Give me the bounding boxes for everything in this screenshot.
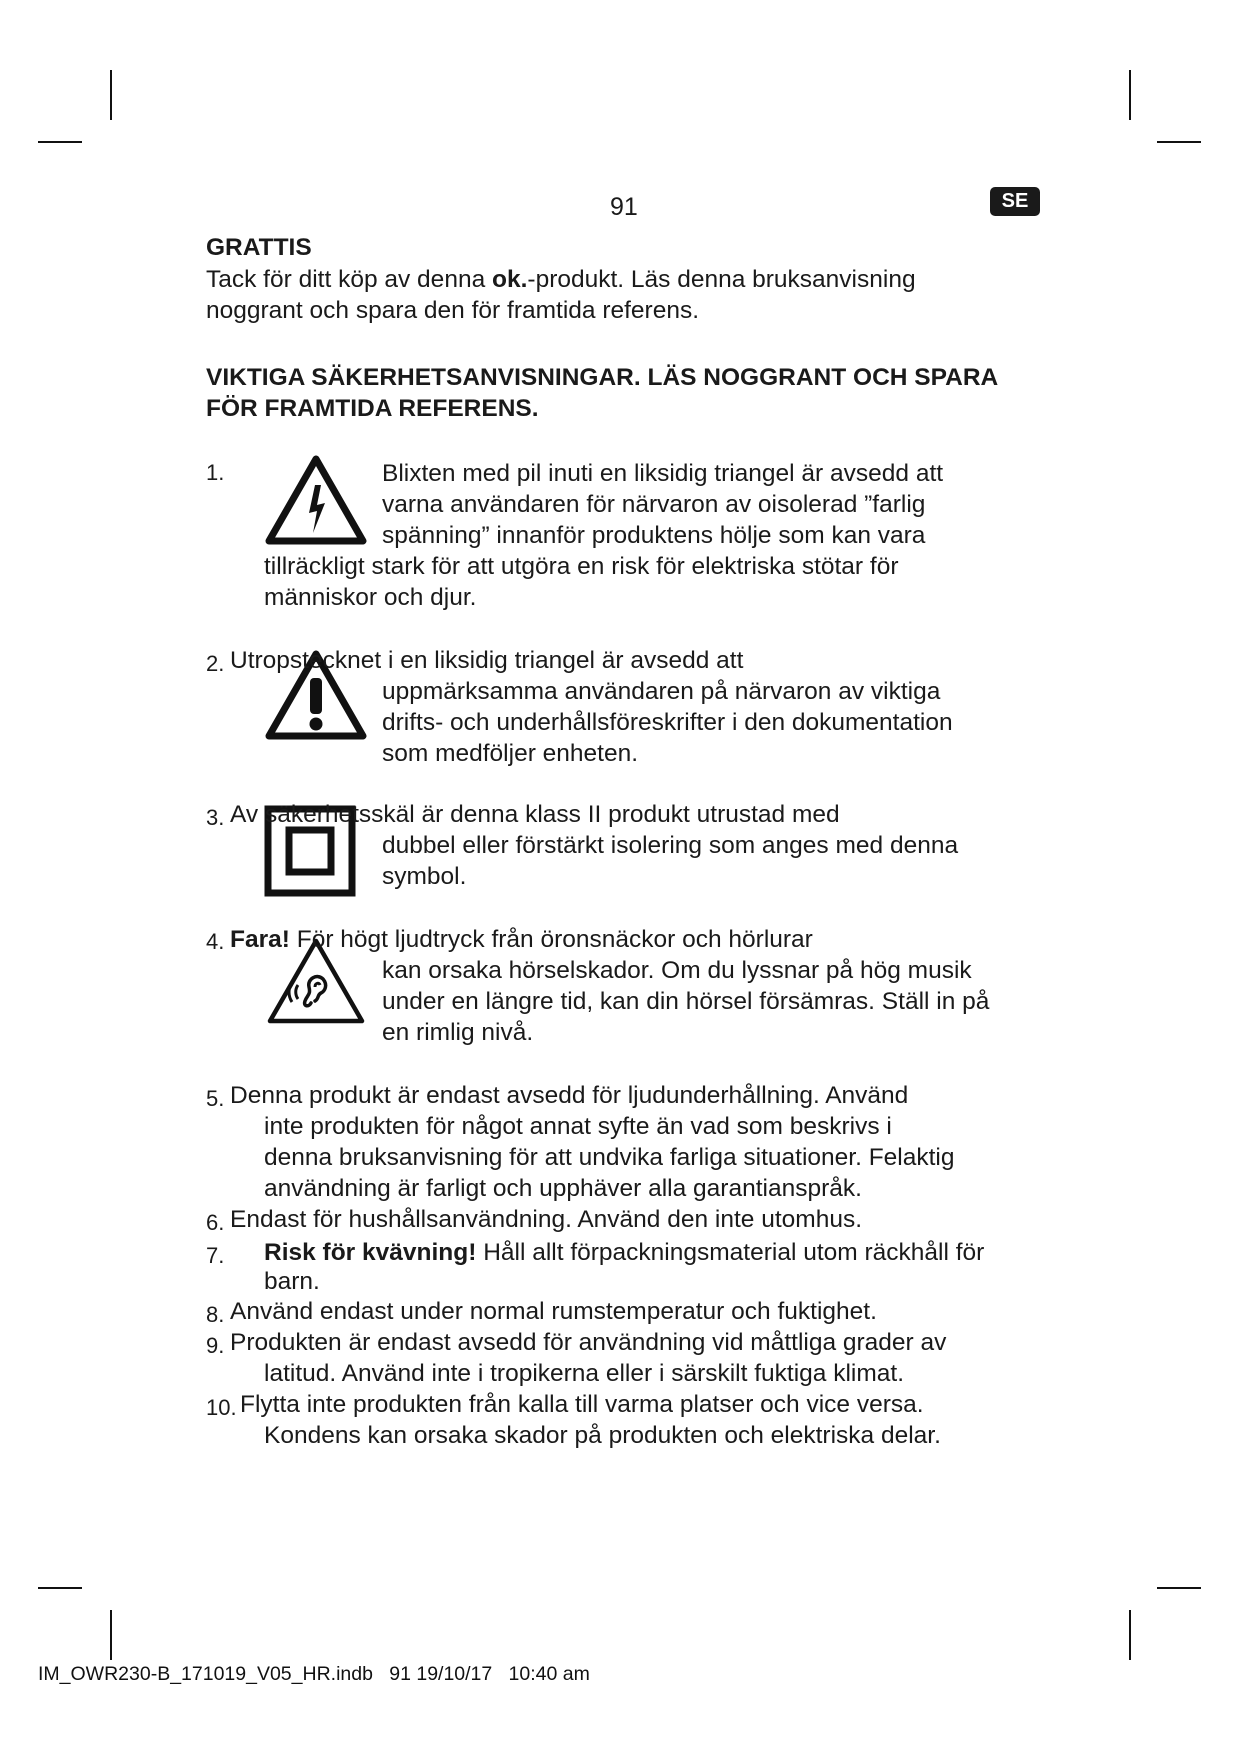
item-number: 8. (206, 1302, 225, 1327)
item-number: 6. (206, 1210, 225, 1235)
crop-mark (38, 1587, 82, 1589)
item-number: 2. (206, 651, 225, 676)
item-line: uppmärksamma användaren på närvaron av viktiga (382, 678, 941, 705)
crop-mark (1129, 1610, 1131, 1660)
item-line: Blixten med pil inuti en liksidig triangel är avsedd att (382, 460, 944, 487)
item-number: 7. (206, 1243, 225, 1268)
item-line: Denna produkt är endast avsedd för ljudunderhållning. Använd (230, 1082, 909, 1109)
item-line: inte produkten för något annat syfte än vad som beskrivs i (264, 1113, 892, 1140)
item-line: användning är farligt och upphäver alla garantianspråk. (264, 1175, 862, 1202)
crop-mark (1157, 1587, 1201, 1589)
lightning-warning-icon (265, 455, 367, 545)
item-number: 4. (206, 929, 225, 954)
crop-mark (110, 70, 112, 120)
intro-heading: GRATTIS (206, 234, 312, 261)
item-line: Flytta inte produkten från kalla till varma platser och vice versa. (240, 1391, 924, 1418)
item-line: Använd endast under normal rumstemperatur och fuktighet. (230, 1298, 877, 1325)
page-number: 91 (610, 193, 638, 221)
item-line: tillräckligt stark för att utgöra en risk för elektriska stötar för (264, 553, 899, 580)
item-number: 9. (206, 1333, 225, 1358)
item-line: latitud. Använd inte i tropikerna eller i särskilt fuktiga klimat. (264, 1360, 905, 1387)
safety-heading-line-1: VIKTIGA SÄKERHETSANVISNINGAR. LÄS NOGGRANT OCH SPARA (206, 364, 999, 391)
item-number: 10. (206, 1395, 237, 1420)
language-badge: SE (990, 187, 1040, 216)
item-line: Produkten är endast avsedd för användning vid måttliga grader av (230, 1329, 947, 1356)
item-line: Kondens kan orsaka skador på produkten och elektriska delar. (264, 1422, 941, 1449)
crop-mark (1129, 70, 1131, 120)
item-line: en rimlig nivå. (382, 1019, 534, 1046)
item-line: människor och djur. (264, 584, 477, 611)
item-number: 5. (206, 1086, 225, 1111)
item-line: som medföljer enheten. (382, 740, 639, 767)
print-footer: IM_OWR230-B_171019_V05_HR.indb 91 19/10/17 10:40 am (38, 1663, 590, 1685)
item-line: varna användaren för närvaron av oisolerad ”farlig (382, 491, 926, 518)
crop-mark (38, 141, 82, 143)
item-line: symbol. (382, 863, 467, 890)
crop-mark (1157, 141, 1201, 143)
item-line: under en längre tid, kan din hörsel försämras. Ställ in på (382, 988, 990, 1015)
item-line: dubbel eller förstärkt isolering som anges med denna (382, 832, 959, 859)
item-line: Risk för kvävning! Håll allt förpackningsmaterial utom räckhåll för (264, 1239, 985, 1266)
intro-line-2: noggrant och spara den för framtida referens. (206, 297, 700, 324)
item-line: barn. (264, 1268, 320, 1295)
item-line: spänning” innanför produktens hölje som kan vara (382, 522, 926, 549)
item-number: 1. (206, 460, 225, 485)
item-line: drifts- och underhållsföreskrifter i den dokumentation (382, 709, 953, 736)
crop-mark (110, 1610, 112, 1660)
intro-line-1: Tack för ditt köp av denna ok.-produkt. Läs denna bruksanvisning (206, 266, 916, 293)
item-line: Utropstecknet i en liksidig triangel är avsedd att (230, 647, 744, 674)
item-line: denna bruksanvisning för att undvika farliga situationer. Felaktig (264, 1144, 955, 1171)
item-line: Fara! För högt ljudtryck från öronsnäckor och hörlurar (230, 926, 813, 953)
safety-heading-line-2: FÖR FRAMTIDA REFERENS. (206, 395, 539, 422)
item-line: Av säkerhetsskäl är denna klass II produkt utrustad med (230, 801, 840, 828)
item-line: kan orsaka hörselskador. Om du lyssnar på hög musik (382, 957, 972, 984)
item-line: Endast för hushållsanvändning. Använd den inte utomhus. (230, 1206, 862, 1233)
item-number: 3. (206, 805, 225, 830)
